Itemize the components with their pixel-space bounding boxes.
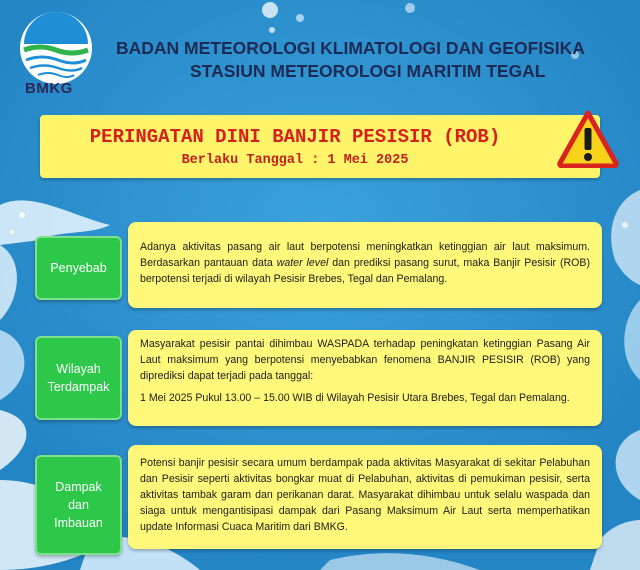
label-penyebab — [35, 236, 122, 300]
label-dampak-imbauan-text: Dampak dan Imbauan — [54, 480, 103, 530]
penyebab-text: Adanya aktivitas pasang air laut berpotensi meningkatkan ketinggian air laut maksimum. Berdasarkan pantauan data water level dan prediksi pasang surut, maka Banjir Pesisir (ROB) berpotensi terjadi di wilayah Pesisir Brebes, Tegal dan Pemalang. — [140, 241, 591, 285]
card-wilayah-terdampak — [128, 330, 602, 426]
label-wilayah-terdampak-text: Wilayah Terdampak — [47, 362, 110, 394]
warning-icon — [557, 110, 619, 168]
org-name: BADAN METEOROLOGI KLIMATOLOGI DAN GEOFISIKA — [116, 38, 585, 58]
label-wilayah-terdampak — [35, 336, 122, 420]
title-banner — [40, 115, 600, 178]
wilayah-text: Masyarakat pesisir pantai dihimbau WASPADA terhadap peningkatan ketinggian Pasang Air Laut maksimum yang berpotensi menyebabkan fenomena BANJIR PESISIR (ROB) yang diprediksi dapat terjadi pada tanggal: — [140, 338, 590, 382]
wilayah-highlight: 1 Mei 2025 Pukul 13.00 – 15.00 WIB di Wilayah Pesisir Utara Brebes, Tegal dan Pemalang. — [140, 392, 570, 404]
card-penyebab — [128, 222, 602, 308]
banner-subtitle: Berlaku Tanggal : 1 Mei 2025 — [181, 153, 409, 168]
banner-title: PERINGATAN DINI BANJIR PESISIR (ROB) — [89, 126, 501, 148]
logo-text: BMKG — [25, 80, 73, 97]
card-dampak-imbauan — [128, 445, 602, 549]
label-penyebab-text: Penyebab — [50, 261, 107, 275]
label-dampak-imbauan — [35, 455, 122, 555]
station-name: STASIUN METEOROLOGI MARITIM TEGAL — [190, 61, 546, 81]
dampak-text: Potensi banjir pesisir secara umum berdampak pada aktivitas Masyarakat di sekitar Pelabuhan dan Pesisir seperti aktivitas bongkar muat di Pelabuhan, aktivitas di pemukiman pesisir, serta aktivitas tambak garam dan perikanan darat. Masyarakat dihimbau untuk selalu waspada dan siaga untuk mengantisipasi dampak dari Pasang Maksimum Air Laut serta memperhatikan update Informasi Cuaca Maritim dari BMKG. — [140, 457, 590, 533]
